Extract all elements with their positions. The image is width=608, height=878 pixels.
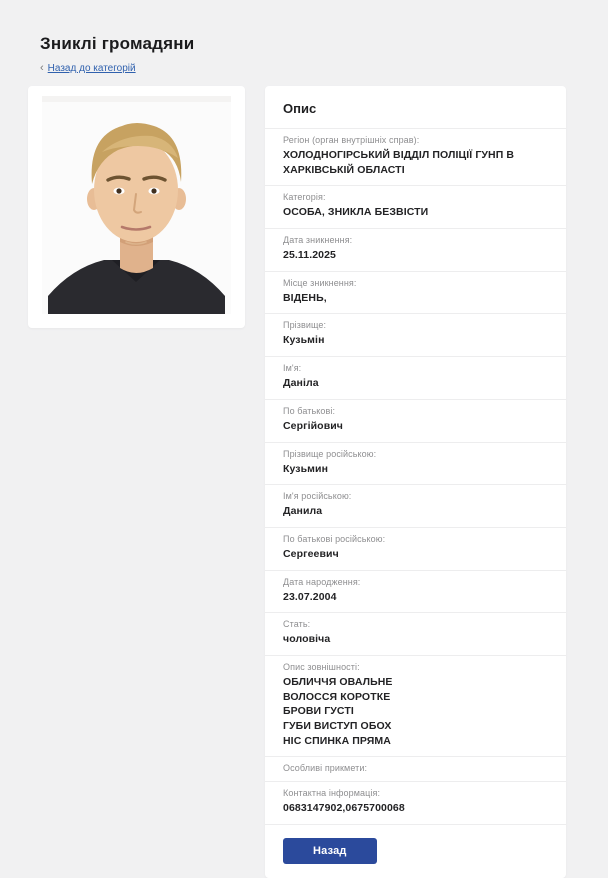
- field-row: [265, 128, 566, 185]
- field-value: Кузьмін: [283, 334, 325, 347]
- page-title: Зниклі громадяни: [40, 34, 195, 53]
- field-label: Дата народження:: [283, 576, 361, 587]
- field-label: Контактна інформація:: [283, 788, 381, 799]
- content-columns: [0, 74, 608, 878]
- portrait-illustration: [42, 96, 231, 314]
- button-row: [265, 824, 566, 864]
- field-value: ВІДЕНЬ,: [283, 291, 327, 304]
- field-label: Дата зникнення:: [283, 235, 353, 246]
- field-label: Особливі прикмети:: [283, 763, 368, 774]
- field-row: [265, 271, 566, 314]
- field-label: Стать:: [283, 619, 311, 630]
- back-button[interactable]: Назад: [283, 838, 377, 864]
- person-photo: [42, 96, 231, 314]
- field-value: ОСОБА, ЗНИКЛА БЕЗВІСТИ: [283, 206, 429, 219]
- field-value: 25.11.2025: [283, 249, 336, 262]
- field-value: Даніла: [283, 377, 319, 390]
- field-label: Прізвище:: [283, 320, 327, 331]
- description-card: [265, 86, 566, 878]
- field-value: Кузьмин: [283, 462, 329, 475]
- chevron-left-icon: ‹: [40, 62, 44, 74]
- field-row: [265, 756, 566, 781]
- page-header: [0, 0, 608, 74]
- field-row: [265, 781, 566, 824]
- photo-card: [28, 86, 245, 328]
- fields-container: [265, 128, 566, 824]
- field-value: ОБЛИЧЧЯ ОВАЛЬНЕ ВОЛОССЯ КОРОТКЕ БРОВИ ГУСТІ ГУБИ ВИСТУП ОБОХ НІС СПИНКА ПРЯМА: [283, 675, 393, 747]
- field-row: [265, 185, 566, 228]
- field-label: По батькові:: [283, 405, 336, 416]
- field-label: Місце зникнення:: [283, 277, 357, 288]
- field-row: [265, 484, 566, 527]
- back-to-categories-link[interactable]: Назад до категорій: [47, 63, 136, 74]
- field-row: [265, 399, 566, 442]
- field-value: чоловіча: [283, 633, 331, 646]
- field-label: Ім'я російською:: [283, 491, 352, 502]
- description-heading: Опис: [283, 101, 317, 116]
- field-label: Опис зовнішності:: [283, 661, 360, 672]
- field-row: [265, 655, 566, 756]
- field-label: По батькові російською:: [283, 533, 386, 544]
- field-row: [265, 527, 566, 570]
- field-row: [265, 570, 566, 613]
- field-value: Данила: [283, 505, 323, 518]
- field-label: Категорія:: [283, 192, 326, 203]
- field-label: Регіон (орган внутрішніх справ):: [283, 135, 420, 145]
- field-label: Ім'я:: [283, 363, 302, 374]
- field-row: [265, 612, 566, 655]
- field-value: 0683147902,0675700068: [283, 802, 405, 815]
- field-value: Сергеевич: [283, 547, 339, 560]
- field-row: [265, 313, 566, 356]
- field-value: 23.07.2004: [283, 590, 337, 603]
- field-label: Прізвище російською:: [283, 448, 377, 459]
- breadcrumb: [40, 63, 568, 74]
- field-row: [265, 228, 566, 271]
- field-row: [265, 356, 566, 399]
- field-value: Сергійович: [283, 419, 344, 432]
- field-value: ХОЛОДНОГІРСЬКИЙ ВІДДІЛ ПОЛІЦІЇ ГУНП В ХАРКІВСЬКІЙ ОБЛАСТІ: [283, 149, 515, 176]
- field-row: [265, 442, 566, 485]
